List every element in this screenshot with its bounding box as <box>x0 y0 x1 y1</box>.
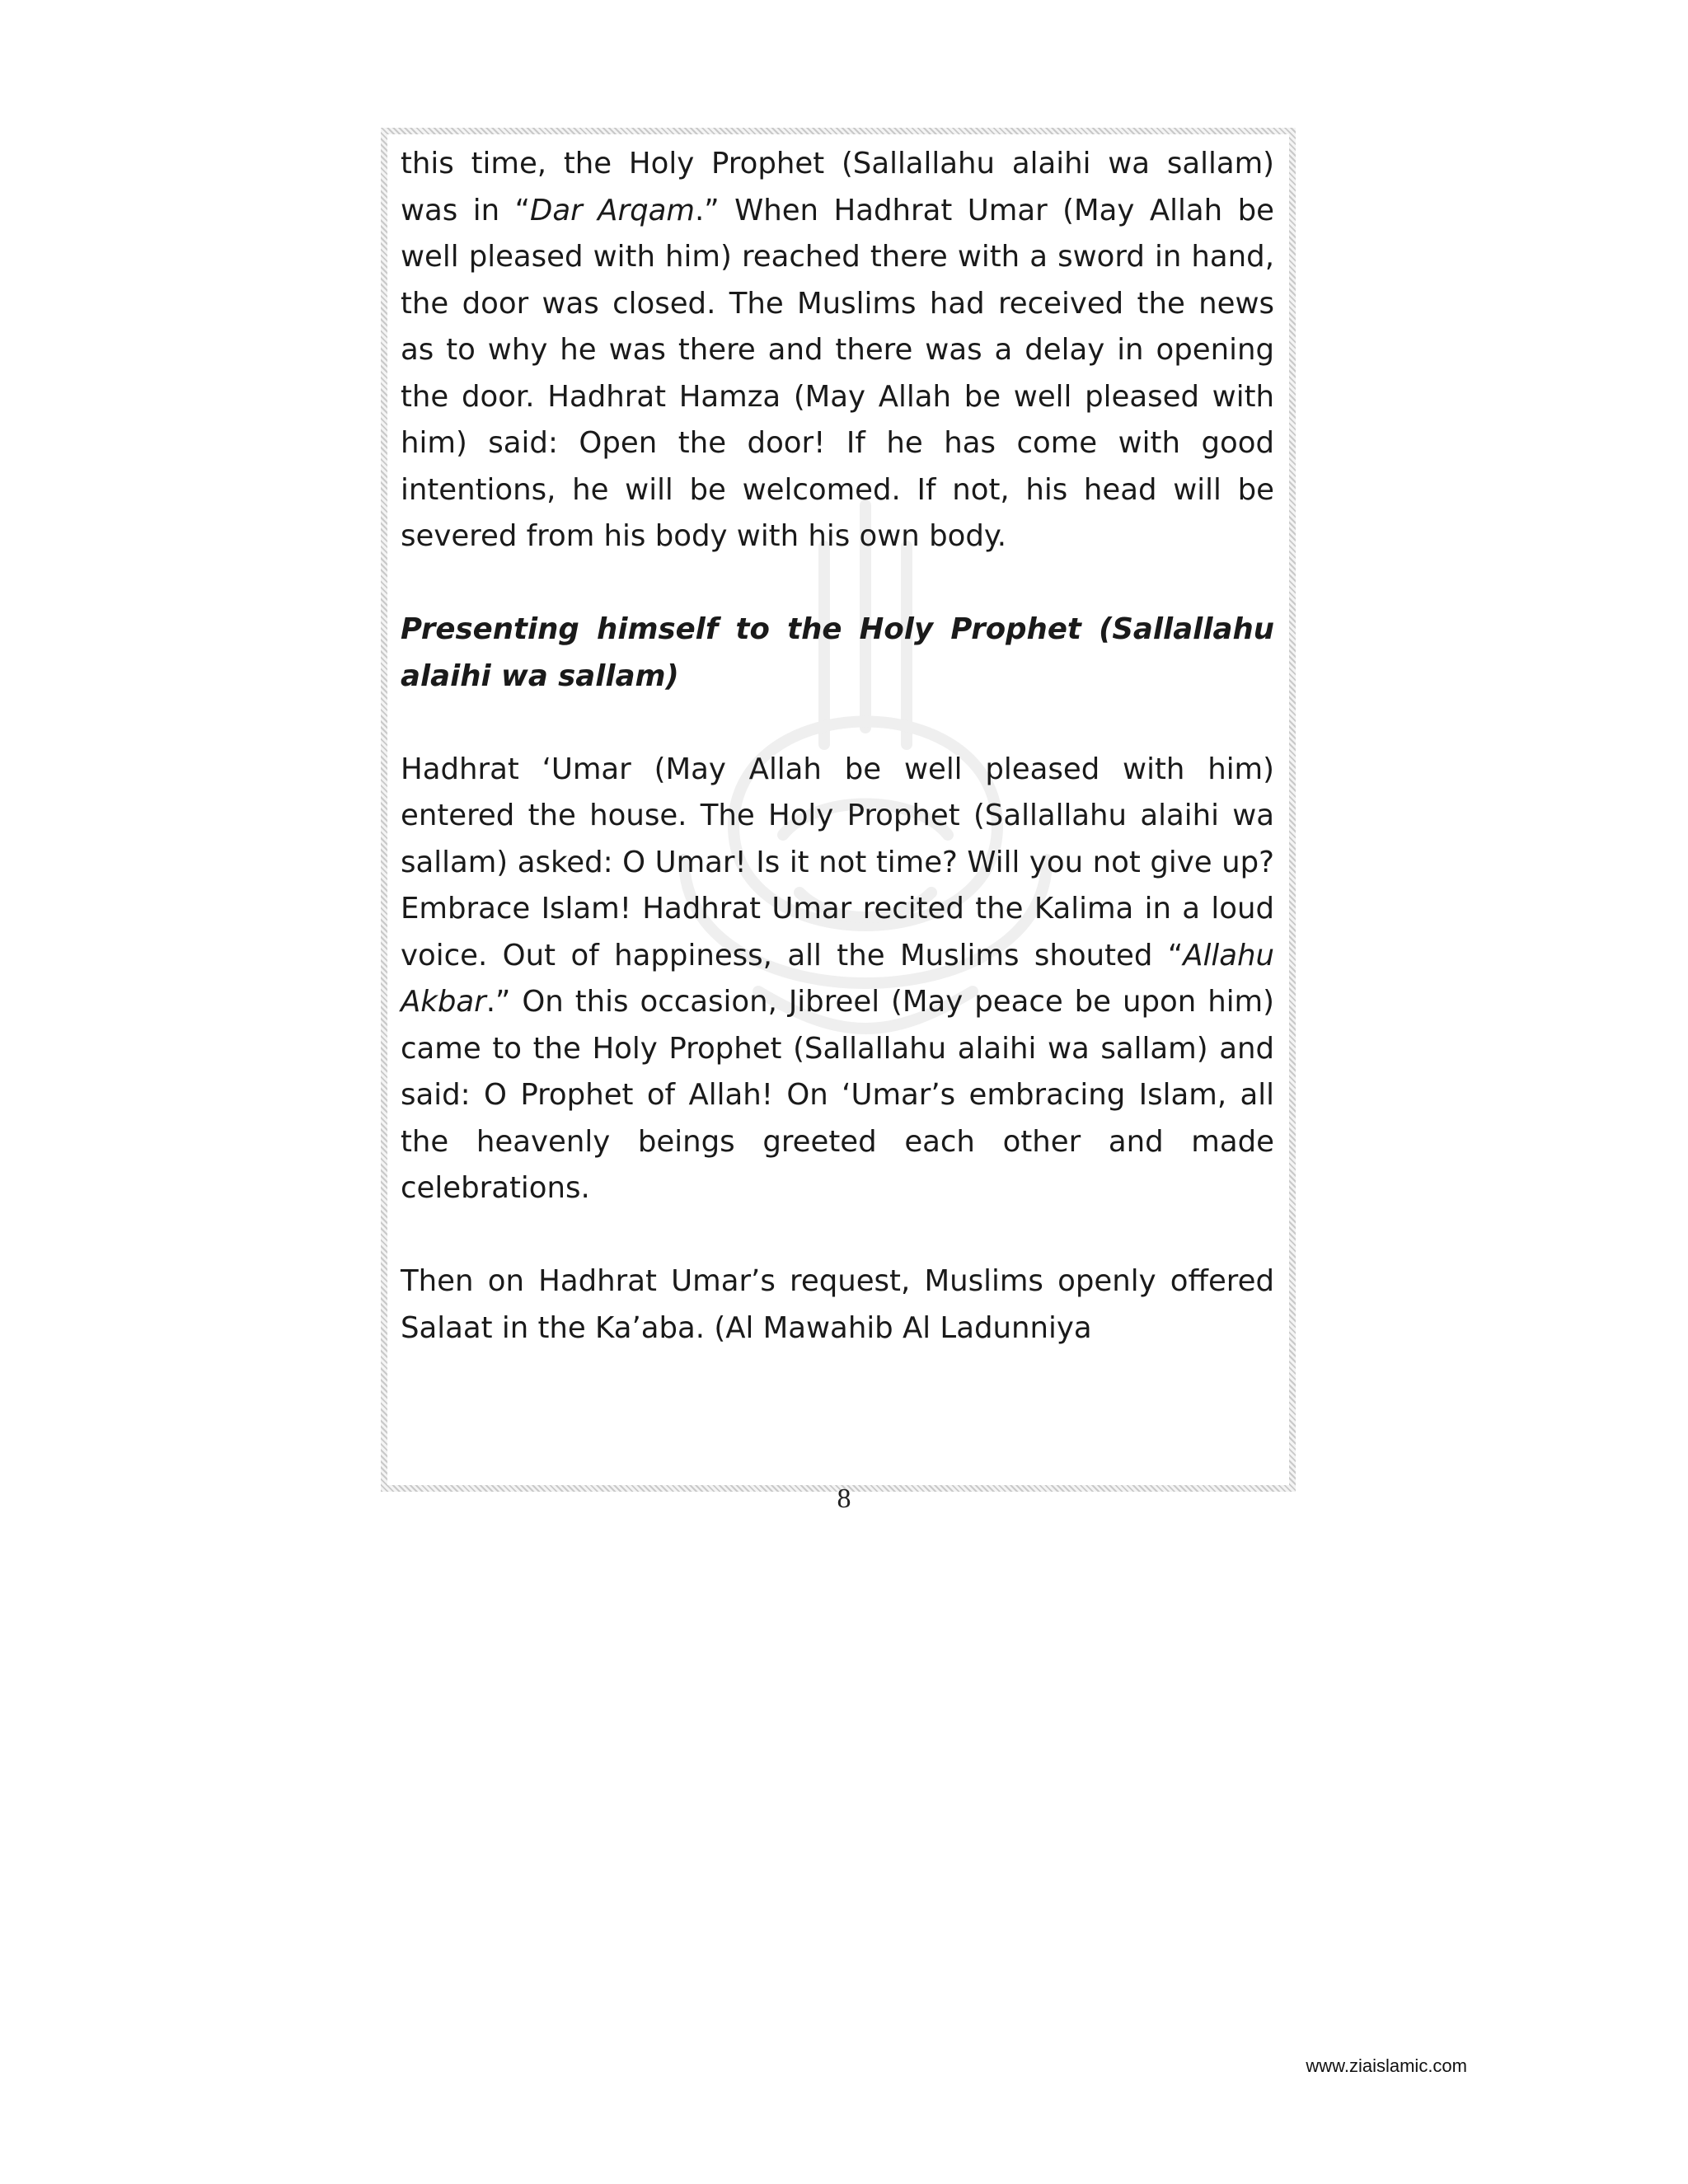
paragraph-2-text-b: .” On this occasion, Jibreel (May peace be upon him) came to the Holy Prophet (Sallallahu alaihi wa sallam) and said: O Prophet of Allah! On ‘Umar’s embracing Islam, all the heavenly beings greeted each other and made celebrations. <box>401 985 1274 1205</box>
paragraph-3: Then on Hadhrat Umar’s request, Muslims openly offered Salaat in the Ka’aba. (Al Mawahib Al Ladunniya <box>401 1264 1274 1345</box>
footer-url: www.ziaislamic.com <box>1306 2055 1467 2076</box>
paragraph-1-text-b: .” When Hadhrat Umar (May Allah be well pleased with him) reached there with a sword in hand, the door was closed. The Muslims had received the news as to why he was there and there was a delay in opening the door. Hadhrat Hamza (May Allah be well pleased with him) said: Open the door! If he has come with good intentions, he will be welcomed. If not, his head will be severed from his body with his own body. <box>401 193 1274 553</box>
text-frame <box>387 134 1289 1485</box>
paragraph-1-text-a: this time, the Holy Prophet (Sallallahu alaihi wa sallam) was in “ <box>401 147 1274 227</box>
paragraph-1 <box>401 141 1274 560</box>
page-border-frame <box>381 128 1296 1492</box>
paragraph-2-italic-term: Allahu Akbar <box>401 938 1274 1019</box>
paragraph-2-text-a: Hadhrat ‘Umar (May Allah be well pleased with him) entered the house. The Holy Prophet (Sallallahu alaihi wa sallam) asked: O Umar! Is it not time? Will you not give up? Embrace Islam! Hadhrat Umar recited the Kalima in a loud voice. Out of happiness, all the Muslims shouted “ <box>401 752 1274 972</box>
page-number: 8 <box>837 1483 851 1514</box>
paragraph-1-italic-term: Dar Arqam <box>530 193 695 227</box>
page-content <box>401 141 1274 1352</box>
paragraph-2 <box>401 747 1274 1212</box>
section-heading: Presenting himself to the Holy Prophet (Sallallahu alaihi wa sallam) <box>401 612 1274 693</box>
